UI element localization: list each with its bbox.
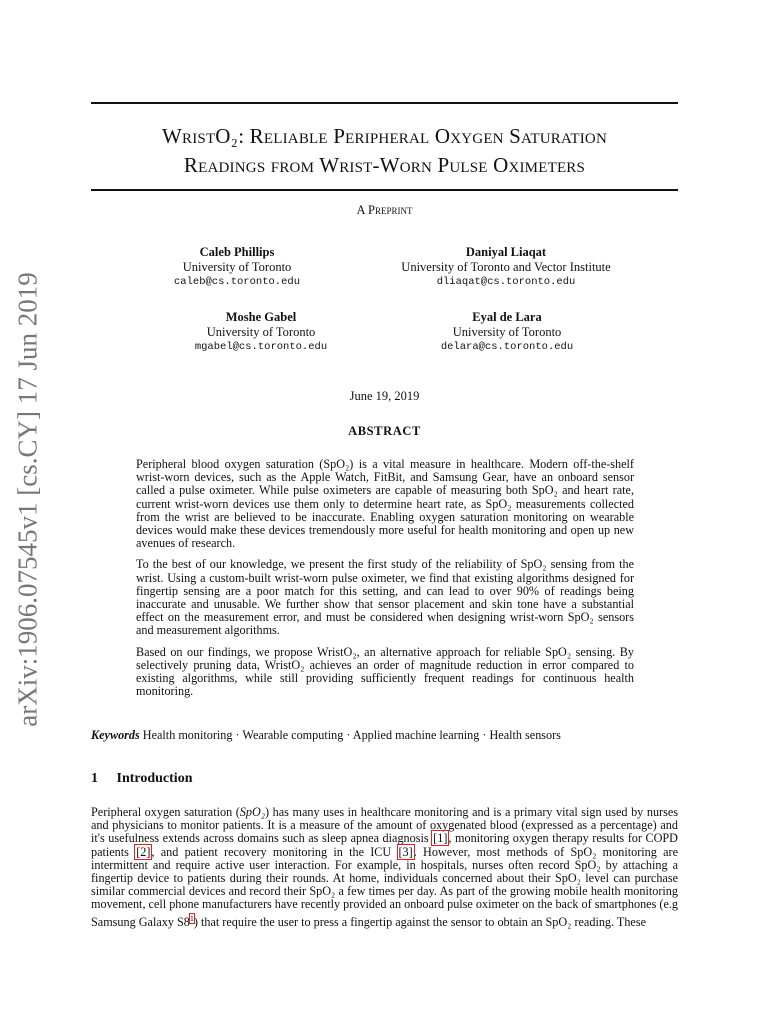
author-email[interactable]: caleb@cs.toronto.edu [173, 276, 301, 288]
preprint-label: A Preprint [356, 203, 413, 217]
abstract-heading [91, 424, 678, 439]
author-name: Moshe Gabel [225, 310, 297, 324]
abstract-body [136, 458, 634, 706]
author-block [131, 310, 391, 355]
intro-text: , monitoring oxygen therapy results for COPD patients [91, 831, 678, 859]
citation-link[interactable]: [2] [136, 844, 151, 859]
author-email[interactable]: delara@cs.toronto.edu [440, 341, 574, 353]
author-name: Daniyal Liaqat [465, 245, 547, 259]
section-title: Introduction [116, 771, 193, 786]
keywords-label: Keywords [91, 728, 140, 742]
footnote-link[interactable]: 1 [189, 913, 194, 923]
author-block [351, 245, 661, 290]
paper-title-line-1: WristO₂: Reliable Peripheral Oxygen Saturation [161, 124, 608, 148]
title-top-rule [91, 102, 678, 104]
keywords-line [91, 728, 561, 743]
abstract-heading-text: ABSTRACT [348, 424, 421, 438]
abstract-paragraph: Based on our findings, we propose WristO₂, an alternative approach for reliable SpO₂ sensing. By selectively pruning data, WristO₂ achieves an order of magnitude reduction in error compared to existing algorithms, while still providing sufficiently frequent readings for continuous health monitoring. [136, 644, 634, 699]
paper-date: June 19, 2019 [349, 389, 420, 403]
author-affiliation: University of Toronto [452, 325, 562, 339]
author-email[interactable]: mgabel@cs.toronto.edu [194, 341, 328, 353]
intro-text: Peripheral oxygen saturation ( [91, 805, 240, 819]
intro-text: ) that require the user to press a fingertip against the sensor to obtain an SpO₂ reading. These [193, 914, 646, 929]
citation-link[interactable]: [3] [398, 844, 413, 859]
author-affiliation: University of Toronto [206, 325, 316, 339]
author-email[interactable]: dliaqat@cs.toronto.edu [436, 276, 576, 288]
introduction-body [91, 806, 678, 929]
arxiv-stamp-text: arXiv:1906.07545v1 [cs.CY] 17 Jun 2019 [12, 271, 43, 727]
author-affiliation: University of Toronto and Vector Institute [401, 260, 611, 274]
author-block [377, 310, 637, 355]
intro-text: ) has many uses in healthcare monitoring and is a primary vital sign used by nurses and physicians to monitor patients. It is a measure of the amount of oxygenated blood (expressed as a percentage) and it's usefulness extends across domains such as sleep apnea diagnosis [91, 805, 678, 846]
abstract-paragraph: To the best of our knowledge, we present the first study of the reliability of SpO₂ sensing from the wrist. Using a custom-built wrist-worn pulse oximeter, we find that existing algorithms designed for fingertip sensing are a poor match for this setting, and can lead to over 90% of readings being inaccurate and unusable. We further show that sensor placement and skin tone have a substantial effect on the measurement error, and must be considered when designing wrist-worn SpO₂ sensors and measurement algorithms. [136, 557, 634, 638]
author-affiliation: University of Toronto [182, 260, 292, 274]
author-block [107, 245, 367, 290]
intro-text: . However, most methods of SpO₂ monitoring are intermittent and require active user interaction. For example, in hospitals, nurses often record SpO₂ by attaching a fingertip device to patients during their rounds. At home, individuals concerned about their SpO₂ level can purchase similar commercial devices and record their SpO₂ a few times per day. As part of the growing mobile health monitoring movement, cell phone manufacturers have recently provided an onboard pulse oximeter on the back of smartphones (e.g Samsung Galaxy S8 [91, 844, 678, 929]
title-bottom-rule [91, 189, 678, 191]
keywords-list: Health monitoring · Wearable computing · Applied machine learning · Health sensors [142, 728, 561, 742]
author-name: Caleb Phillips [199, 245, 275, 259]
citation-link[interactable]: [1] [433, 831, 448, 846]
author-name: Eyal de Lara [472, 310, 542, 324]
intro-paragraph [91, 806, 678, 929]
arxiv-stamp [6, 264, 50, 734]
section-number: 1 [91, 771, 98, 786]
abstract-paragraph: Peripheral blood oxygen saturation (SpO₂) is a vital measure in healthcare. Modern off-the-shelf wrist-worn devices, such as the Apple Watch, FitBit, and Samsung Gear, have an onboard sensor called a pulse oximeter. While pulse oximeters are capable of measuring both SpO₂ and heart rate, current wrist-worn devices use them only to determine heart rate, as SpO₂ measurements collected from the wrist are believed to be inaccurate. Enabling oxygen saturation monitoring on wearable devices would make these devices tremendously more useful for health monitoring and open up new avenues of research. [136, 457, 634, 551]
paper-title-line-2: Readings from Wrist-Worn Pulse Oximeters [183, 153, 586, 177]
math-spo2: SpO₂ [239, 805, 266, 819]
intro-text: , and patient recovery monitoring in the ICU [151, 844, 398, 859]
section-heading [91, 771, 192, 787]
